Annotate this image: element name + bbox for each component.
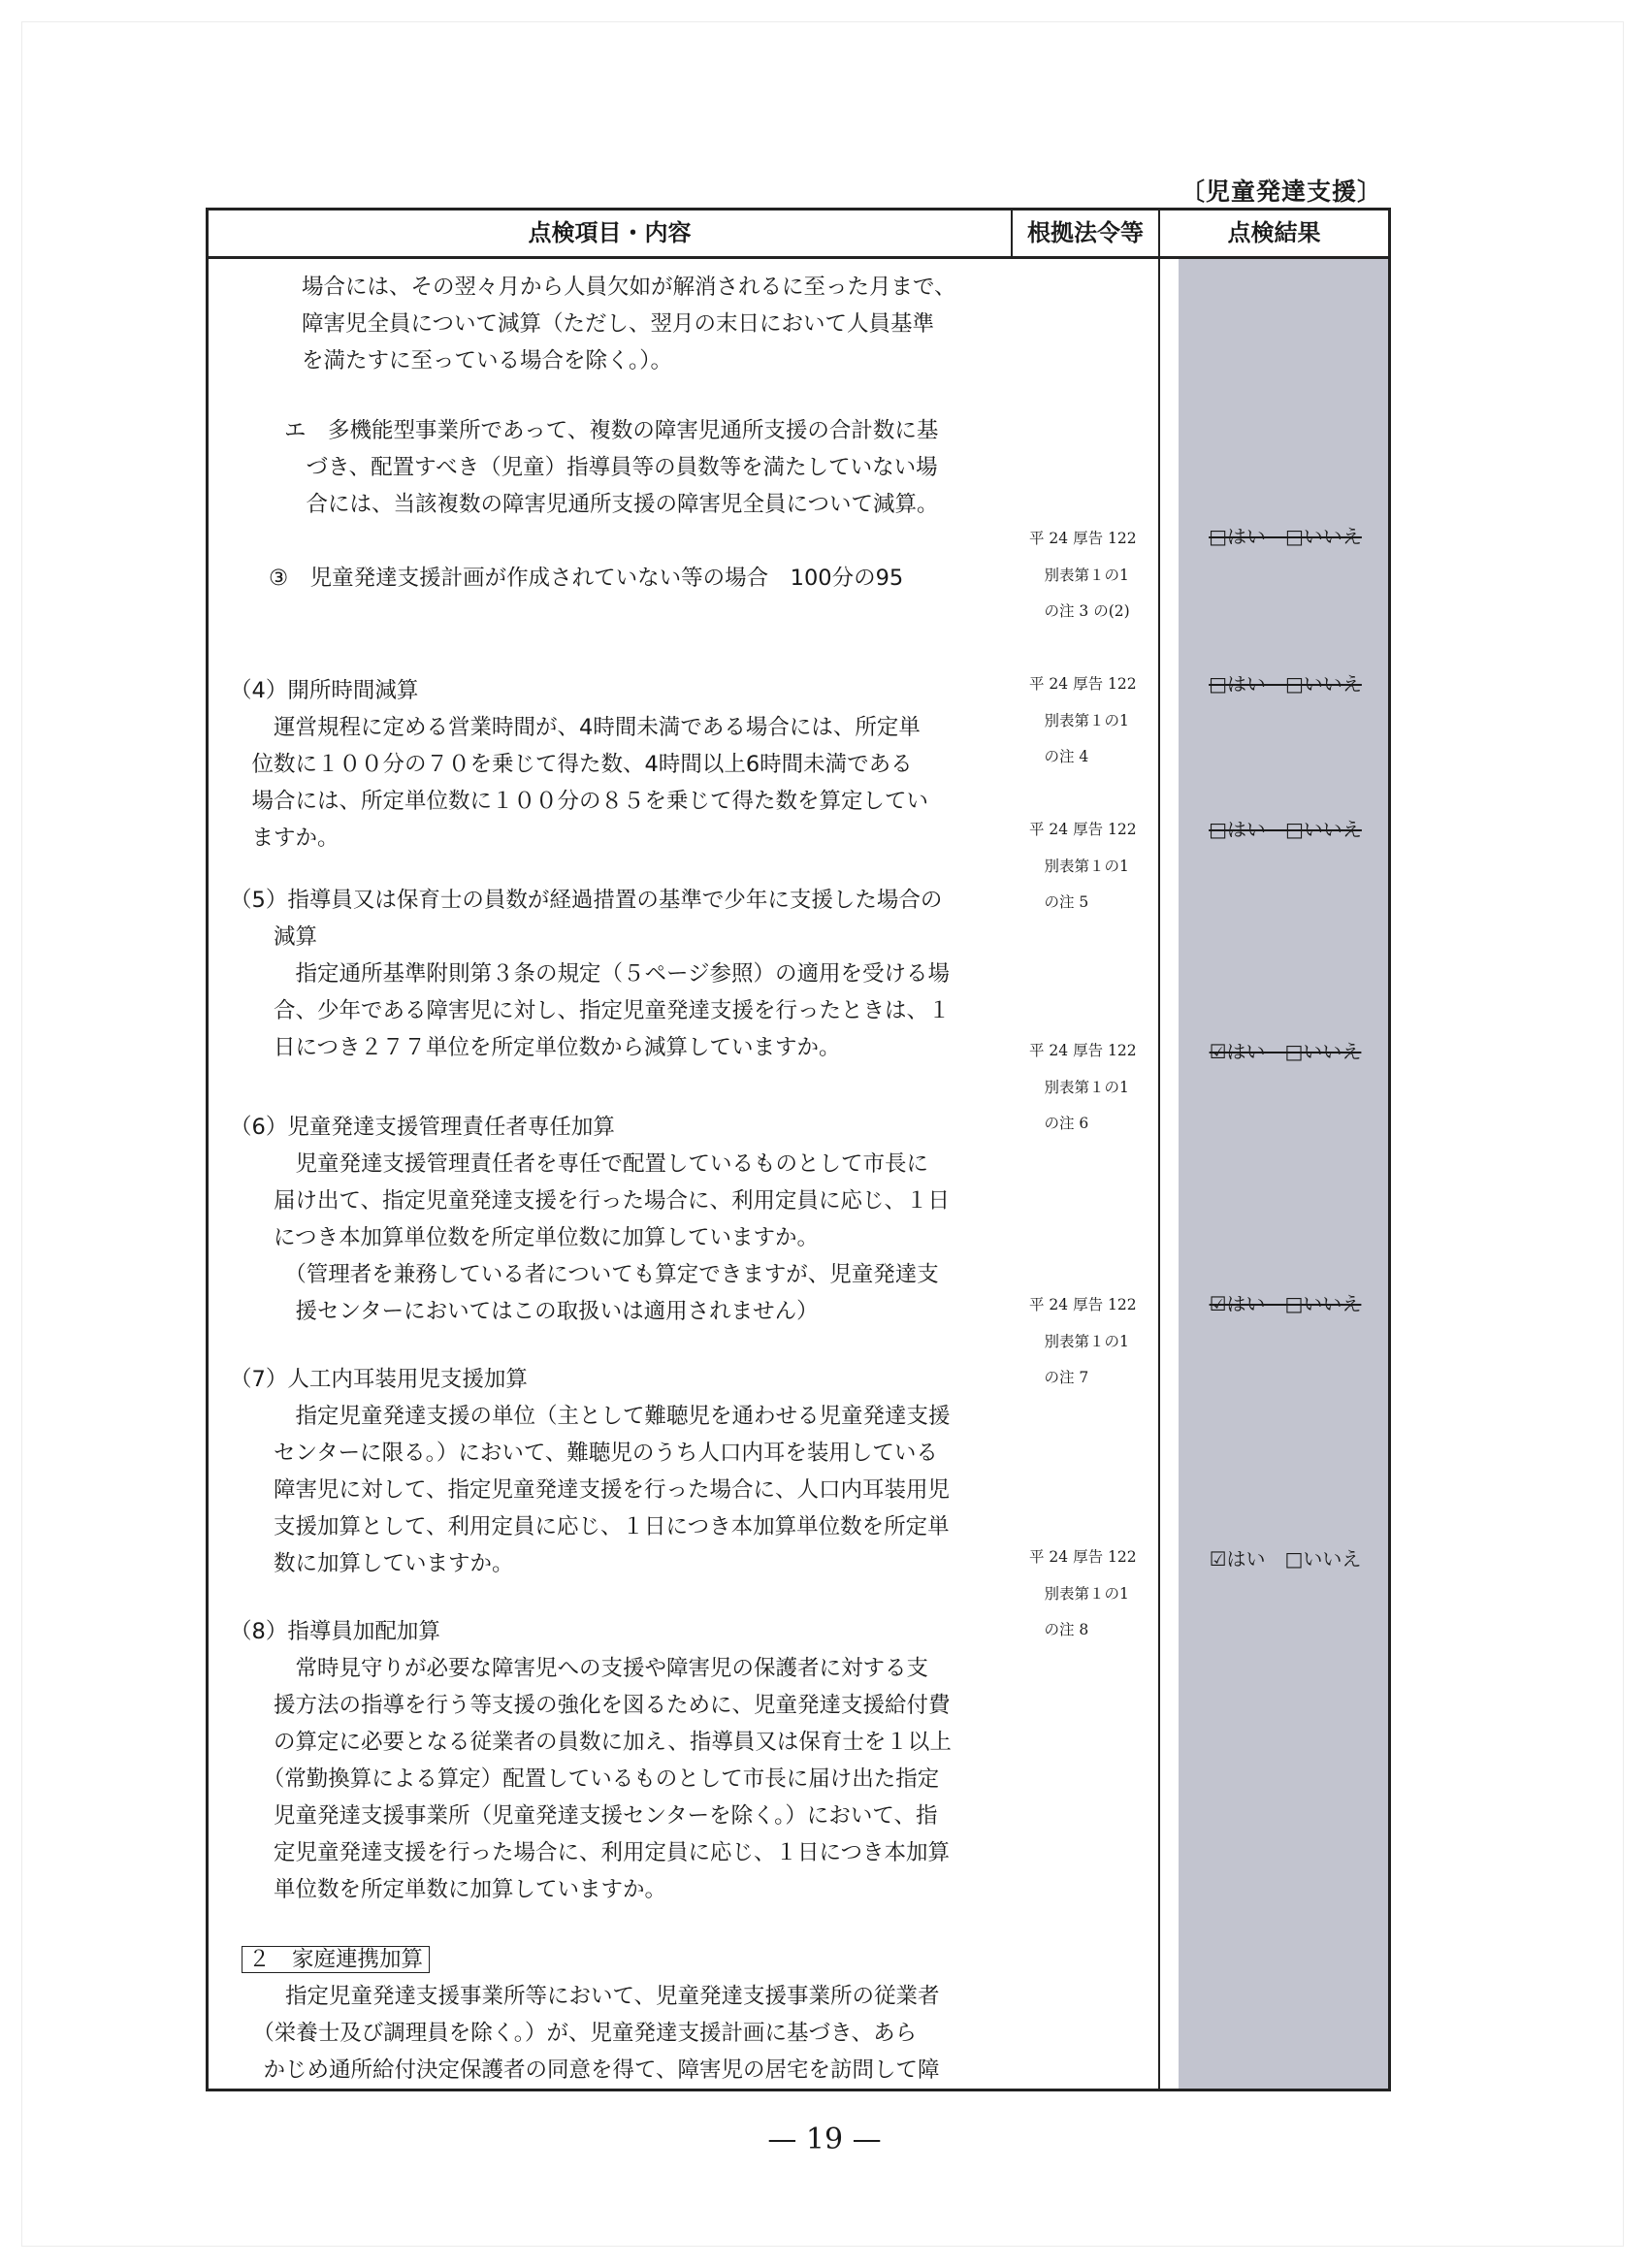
result-checkbox-note8[interactable]: ☑はい □いいえ xyxy=(1209,1547,1362,1571)
result-checkbox-note6[interactable]: ☑はい □いいえ xyxy=(1209,1040,1362,1063)
result-checkbox-note7[interactable]: ☑はい □いいえ xyxy=(1209,1292,1362,1315)
law-ref-note3: 平 24 厚告 122 別表第１の1 の注 3 の(2) xyxy=(1029,530,1137,620)
law-ref-note7: 平 24 厚告 122 別表第１の1 の注 7 xyxy=(1029,1296,1137,1386)
block-manager-addition: （6）児童発達支援管理責任者専任加算 児童発達支援管理責任者を専任で配置しているものとして市長に 届け出て、指定児童発達支援を行った場合に、利用定員に応じ、１日 につき本加算単位数を所定単位数に加算していますか。 （管理者を兼務している者についても算定できますが、児童発達支 援センターにおいてはこの取扱いは適用されません） xyxy=(230,1115,951,1324)
block-cochlear-addition: （7）人工内耳装用児支援加算 指定児童発達支援の単位（主として難聴児を通わせる児童発達支援 センターに限る。）において、難聴児のうち人口内耳を装用している 障害児に対して、指定児童発達支援を行った場合に、人口内耳装用児 支援加算として、利用定員に応じ、１日につき本加算単位数を所定単 数に加算していますか。 xyxy=(230,1367,951,1576)
block-family-cooperation: 指定児童発達支援事業所等において、児童発達支援事業所の従業者 （栄養士及び調理員を除く。）が、児童発達支援計画に基づき、あら かじめ通所給付決定保護者の同意を得て、障害児の居宅を訪問して障 xyxy=(263,1984,940,2083)
block-plan-not-created: ③ 児童発達支援計画が作成されていない等の場合 100分の95 xyxy=(269,566,904,591)
law-ref-note8: 平 24 厚告 122 別表第１の1 の注 8 xyxy=(1029,1548,1137,1638)
block-multifunction: エ 多機能型事業所であって、複数の障害児通所支援の合計数に基 づき、配置すべき（児童）指導員等の員数等を満たしていない場 合には、当該複数の障害児通所支援の障害児全員について減算。 xyxy=(284,418,939,517)
law-ref-note5: 平 24 厚告 122 別表第１の1 の注 5 xyxy=(1029,821,1137,911)
result-checkbox-note3[interactable]: □はい □いいえ xyxy=(1209,525,1362,548)
block-instructor-addition: （8）指導員加配加算 常時見守りが必要な障害児への支援や障害児の保護者に対する支 援方法の指導を行う等支援の強化を図るために、児童発達支援給付費 の算定に必要となる従業者の員数に加え、指導員又は保育士を１以上 （常勤換算による算定）配置しているものとして市長に届け出た指定 児童発達支援事業所（児童発達支援センターを除く。）において、指 定児童発達支援を行った場合に、利用定員に応じ、１日につき本加算 単位数を所定単数に加算していますか。 xyxy=(230,1619,952,1902)
result-checkbox-note4[interactable]: □はい □いいえ xyxy=(1209,672,1362,696)
header-inspection-item: 点検項目・内容 xyxy=(209,211,1013,259)
inspection-table xyxy=(206,208,1391,2091)
section-tag: 〔児童発達支援〕 xyxy=(1180,178,1382,206)
law-ref-note4: 平 24 厚告 122 別表第１の1 の注 4 xyxy=(1029,675,1137,765)
header-result: 点検結果 xyxy=(1160,211,1388,259)
law-ref-note6: 平 24 厚告 122 別表第１の1 の注 6 xyxy=(1029,1042,1137,1132)
block-hours-reduction: （4）開所時間減算 運営規程に定める営業時間が、4時間未満である場合には、所定単 位数に１００分の７０を乗じて得た数、4時間以上6時間未満である 場合には、所定単位数に１００分の８５を乗じて得た数を算定してい ますか。 xyxy=(230,678,929,851)
block-family-cooperation-title: ２ 家庭連携加算 xyxy=(242,1946,430,1973)
result-checkbox-note5[interactable]: □はい □いいえ xyxy=(1209,818,1362,841)
page-number: — 19 — xyxy=(767,2122,882,2156)
header-legal-basis: 根拠法令等 xyxy=(1013,211,1160,259)
block-youth-reduction: （5）指導員又は保育士の員数が経過措置の基準で少年に支援した場合の 減算 指定通所基準附則第３条の規定（５ページ参照）の適用を受ける場 合、少年である障害児に対し、指定児童発達支援を行ったときは、１ 日につき２７７単位を所定単位数から減算していますか。 xyxy=(230,888,951,1060)
block-staff-shortage-cont: 場合には、その翌々月から人員欠如が解消されるに至った月まで、 障害児全員について減算（ただし、翌月の末日において人員基準 を満たすに至っている場合を除く。）。 xyxy=(302,275,956,373)
